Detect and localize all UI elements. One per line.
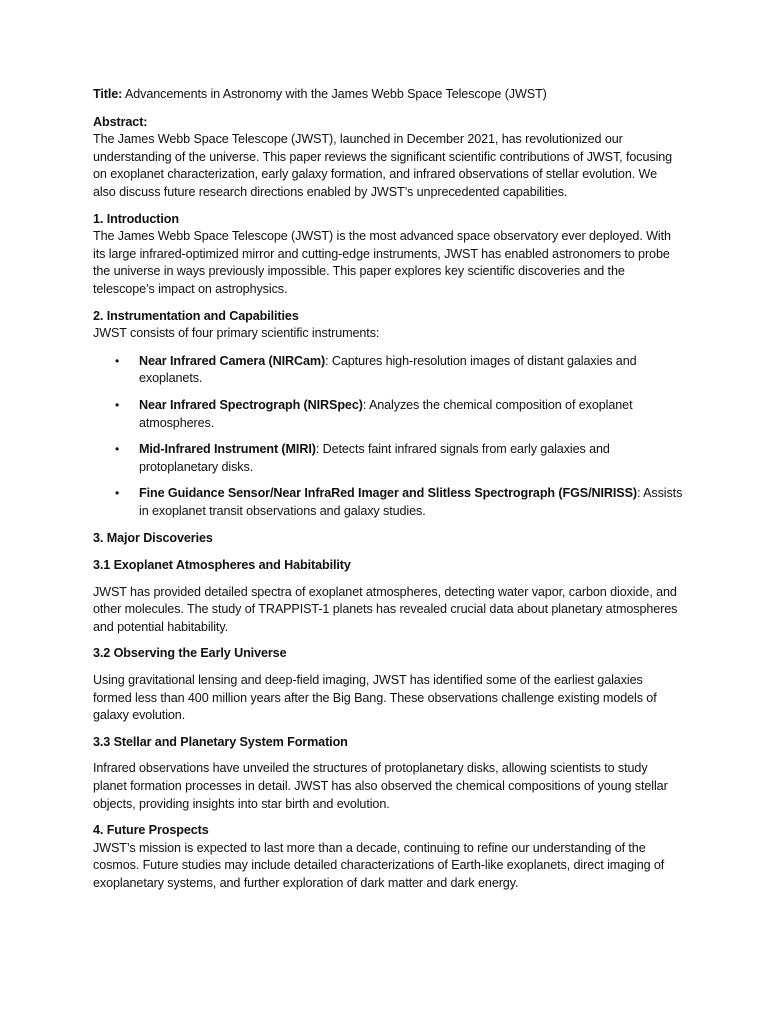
bullet-icon: •: [115, 442, 120, 457]
title-label: Title:: [93, 87, 123, 101]
subsection-text-3-2: Using gravitational lensing and deep-field imaging, JWST has identified some of the earliest galaxies formed less than 400 million years after the Big Bang. These observations challenge existing models of galaxy evolution.: [93, 673, 657, 723]
bullet-icon: •: [115, 486, 120, 501]
discoveries-heading: 3. Major Discoveries: [93, 531, 213, 546]
future-text: JWST’s mission is expected to last more than a decade, continuing to refine our understanding of the cosmos. Future studies may include detailed characterizations of Earth-like exoplanets, direct imaging of exoplanetary systems, and further exploration of dark matter and dark energy.: [93, 840, 665, 890]
list-item: [93, 441, 683, 476]
instrument-name: Mid-Infrared Instrument (MIRI): [139, 442, 316, 457]
introduction-heading: 1. Introduction: [93, 211, 179, 226]
subsection-text-3-1: JWST has provided detailed spectra of exoplanet atmospheres, detecting water vapor, carbon dioxide, and other molecules. The study of TRAPPIST-1 planets has revealed crucial data about planetary atmospheres and potential habitability.: [93, 584, 678, 634]
abstract-heading: Abstract:: [93, 114, 148, 129]
instrument-desc: : Assists in exoplanet transit observations and galaxy studies.: [139, 486, 683, 518]
instrument-desc: : Captures high-resolution images of distant galaxies and exoplanets.: [139, 353, 637, 386]
subsection-heading-3-2: 3.2 Observing the Early Universe: [93, 646, 287, 661]
document-page: [93, 86, 683, 902]
title-text: Advancements in Astronomy with the James Webb Space Telescope (JWST): [122, 87, 547, 101]
instrumentation-intro: JWST consists of four primary scientific instruments:: [93, 326, 380, 341]
instrument-desc: : Analyzes the chemical composition of exoplanet atmospheres.: [139, 397, 633, 430]
list-item: [93, 397, 683, 432]
instrument-name: Near Infrared Spectrograph (NIRSpec): [139, 397, 363, 412]
paper-title: [93, 86, 683, 104]
instrumentation-heading: 2. Instrumentation and Capabilities: [93, 308, 299, 323]
bullet-icon: •: [115, 353, 120, 368]
subsection-text-3-3: Infrared observations have unveiled the structures of protoplanetary disks, allowing scientists to study planet formation processes in detail. JWST has also observed the chemical compositions of young stellar objects, providing insights into star birth and evolution.: [93, 761, 668, 811]
abstract-text: The James Webb Space Telescope (JWST), launched in December 2021, has revolutionized our understanding of the universe. This paper reviews the significant scientific contributions of JWST, focusing on exoplanet characterization, early galaxy formation, and infrared observations of stellar evolution. We also discuss future research directions enabled by JWST’s unprecedented capabilities.: [93, 132, 673, 199]
instrument-desc: : Detects faint infrared signals from early galaxies and protoplanetary disks.: [139, 442, 610, 474]
introduction-text: The James Webb Space Telescope (JWST) is the most advanced space observatory ever deployed. With its large infrared-optimized mirror and cutting-edge instruments, JWST has enabled astronomers to probe the universe in ways previously impossible. This paper explores key scientific discoveries and the telescope’s impact on astrophysics.: [93, 229, 671, 296]
instrument-name: Fine Guidance Sensor/Near InfraRed Imager and Slitless Spectrograph (FGS/NIRISS): [139, 486, 637, 501]
instrument-name: Near Infrared Camera (NIRCam): [139, 353, 326, 368]
list-item: [93, 485, 683, 520]
subsection-heading-3-1: 3.1 Exoplanet Atmospheres and Habitability: [93, 558, 351, 573]
instrument-list: [93, 353, 683, 521]
subsection-heading-3-3: 3.3 Stellar and Planetary System Formation: [93, 734, 348, 749]
bullet-icon: •: [115, 397, 120, 412]
future-heading: 4. Future Prospects: [93, 823, 209, 838]
list-item: [93, 353, 683, 388]
